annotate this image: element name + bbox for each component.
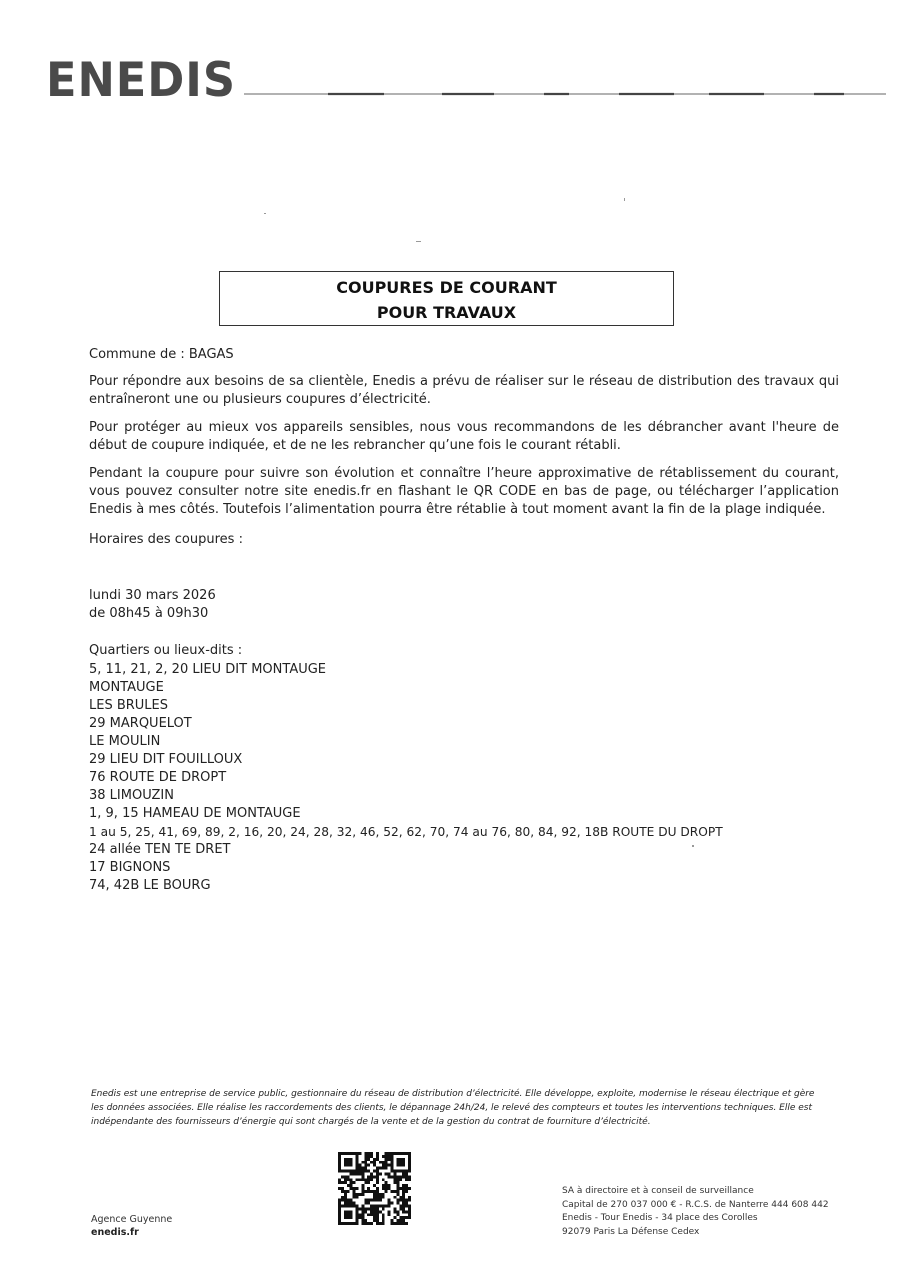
schedule-label: Horaires des coupures : — [89, 532, 243, 547]
agency-website[interactable]: enedis.fr — [91, 1227, 139, 1238]
locations-label: Quartiers ou lieux-dits : — [89, 643, 243, 658]
company-line: SA à directoire et à conseil de surveillance — [562, 1186, 754, 1196]
paragraph-1: Pour répondre aux besoins de sa clientèle, Enedis a prévu de réaliser sur le réseau de distribution des travaux qui entraîneront une ou plusieurs coupures d’électricité. — [89, 374, 839, 407]
list-item: MONTAUGE — [89, 680, 164, 695]
scan-speck — [264, 213, 266, 214]
list-item: 1 au 5, 25, 41, 69, 89, 2, 16, 20, 24, 28, 32, 46, 52, 62, 70, 74 au 76, 80, 84, 92, 18B ROUTE DU DROPT — [89, 825, 723, 839]
header-rule — [244, 92, 886, 96]
company-info — [562, 1185, 829, 1239]
title-line-1: COUPURES DE COURANT — [336, 278, 557, 297]
outage-time: de 08h45 à 09h30 — [89, 606, 209, 621]
locations-list — [89, 661, 723, 895]
list-item: 5, 11, 21, 2, 20 LIEU DIT MONTAUGE — [89, 662, 327, 677]
paragraph-3: Pendant la coupure pour suivre son évolution et connaître l’heure approximative de rétablissement du courant, vous pouvez consulter notre site enedis.fr en flashant le QR CODE en bas de page, ou télécharger l’application Enedis à mes côtés. Toutefois l’alimentation pourra être rétablie à tout moment avant la fin de la plage indiquée. — [89, 466, 839, 517]
scan-speck — [416, 241, 421, 242]
qr-code-icon[interactable] — [338, 1152, 411, 1225]
company-line: Enedis - Tour Enedis - 34 place des Corolles — [562, 1213, 758, 1223]
title-box — [219, 271, 674, 326]
list-item: LES BRULES — [89, 698, 169, 713]
list-item: 74, 42B LE BOURG — [89, 878, 211, 893]
list-item: 76 ROUTE DE DROPT — [89, 770, 227, 785]
agency-name: Agence Guyenne — [91, 1214, 173, 1225]
company-line: 92079 Paris La Défense Cedex — [562, 1226, 700, 1237]
list-item: 1, 9, 15 HAMEAU DE MONTAUGE — [89, 806, 301, 821]
agency-block — [91, 1213, 172, 1239]
list-item: 17 BIGNONS — [89, 860, 171, 875]
logo-wordmark: ENEDIS — [46, 54, 236, 102]
title-line-2: POUR TRAVAUX — [376, 303, 517, 322]
list-item: 24 allée TEN TE DRET — [89, 842, 231, 857]
outage-date: lundi 30 mars 2026 — [89, 588, 216, 603]
scan-speck — [624, 198, 625, 201]
enedis-logo — [44, 54, 239, 102]
list-item: 29 MARQUELOT — [89, 716, 192, 731]
commune-line: Commune de : BAGAS — [89, 347, 234, 362]
company-line: Capital de 270 037 000 € - R.C.S. de Nanterre 444 608 442 — [562, 1199, 829, 1210]
list-item: 29 LIEU DIT FOUILLOUX — [89, 752, 243, 767]
paragraph-2: Pour protéger au mieux vos appareils sensibles, nous vous recommandons de les débrancher avant l'heure de début de coupure indiquée, et de ne les rebrancher qu’une fois le courant rétabli. — [89, 420, 839, 453]
list-item: 38 LIMOUZIN — [89, 788, 174, 803]
list-item: LE MOULIN — [89, 734, 161, 749]
footer-disclaimer: Enedis est une entreprise de service public, gestionnaire du réseau de distribution d’électricité. Elle développe, exploite, modernise le réseau électrique et gère les données associées. Elle réalise les raccordements des clients, le dépannage 24h/24, le relevé des compteurs et toutes les interventions techniques. Elle est indépendante des fournisseurs d’énergie qui sont chargés de la vente et de la gestion du contrat de fourniture d’électricité. — [91, 1089, 815, 1127]
